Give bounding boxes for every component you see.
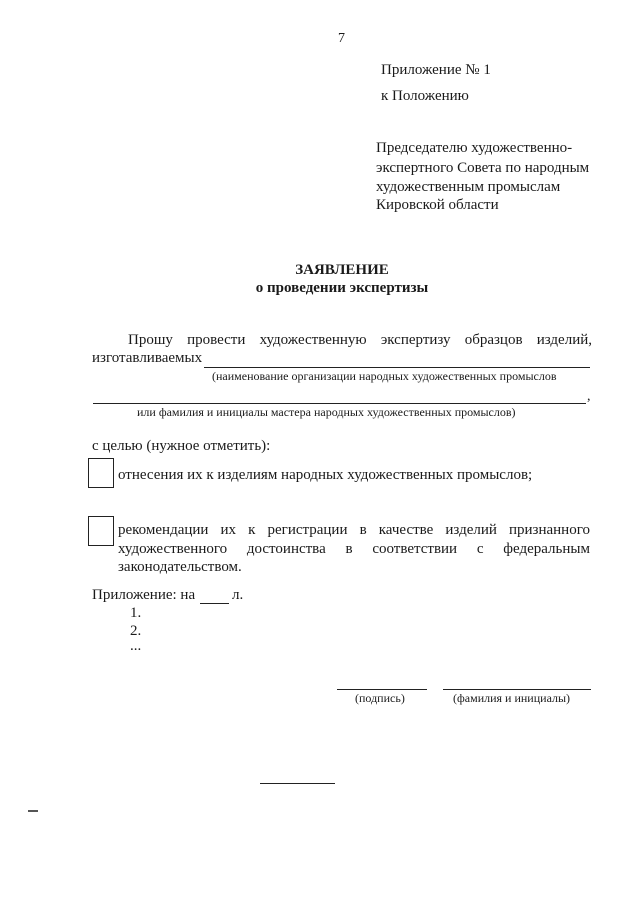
- attachment-label: Приложение: на: [92, 587, 196, 603]
- appendix-number: Приложение № 1: [381, 62, 491, 78]
- organization-hint: (наименование организации народных художественных промыслов: [212, 369, 557, 383]
- scan-mark: [28, 810, 38, 812]
- option-word: достоинства: [246, 541, 326, 557]
- option-word: соответствии: [372, 541, 458, 557]
- option-word: в: [359, 522, 367, 538]
- end-separator: [260, 783, 335, 784]
- organization-fill-line[interactable]: [204, 367, 590, 368]
- signature-hint: (подпись): [355, 691, 405, 705]
- request-word: Прошу: [128, 332, 173, 348]
- option-word: рекомендации: [118, 522, 209, 538]
- option-checkbox[interactable]: [88, 458, 114, 488]
- addressee-line: Председателю художественно-: [376, 140, 573, 156]
- option-word: качестве: [378, 522, 434, 538]
- master-fill-line[interactable]: [93, 403, 586, 404]
- line-comma: ,: [587, 389, 591, 404]
- option-checkbox[interactable]: [88, 516, 114, 546]
- request-word: экспертизу: [380, 332, 451, 348]
- option-word: федеральным: [503, 541, 590, 557]
- option-word: к: [248, 522, 256, 538]
- option-word: художественного: [118, 541, 228, 557]
- addressee-line: экспертного Совета по народным: [376, 160, 590, 176]
- option-word: с: [476, 541, 484, 557]
- option-word: признанного: [508, 522, 590, 538]
- signature-line[interactable]: [337, 689, 427, 690]
- request-line: [128, 332, 592, 349]
- option-label: законодательством.: [118, 559, 242, 575]
- name-line[interactable]: [443, 689, 591, 690]
- appendix-regulation: к Положению: [381, 88, 469, 104]
- option-word: их: [220, 522, 237, 538]
- addressee-line: художественным промыслам: [376, 179, 561, 195]
- option-word: изделий: [445, 522, 497, 538]
- document-subtitle: о проведении экспертизы: [255, 280, 429, 296]
- request-word: провести: [187, 332, 246, 348]
- made-by-label: изготавливаемых: [92, 350, 203, 366]
- addressee-line: Кировской области: [376, 197, 499, 213]
- request-word: художественную: [259, 332, 367, 348]
- option-word: в: [345, 541, 353, 557]
- option-label: [118, 541, 590, 558]
- master-hint: или фамилия и инициалы мастера народных художественных промыслов): [137, 405, 516, 419]
- attachment-item: 2.: [130, 623, 142, 639]
- document-title: ЗАЯВЛЕНИЕ: [295, 262, 389, 278]
- attachment-item: ...: [130, 638, 142, 654]
- option-word: регистрации: [267, 522, 348, 538]
- purpose-label: с целью (нужное отметить):: [92, 438, 271, 454]
- option-label: [118, 522, 590, 539]
- request-word: изделий,: [536, 332, 592, 348]
- request-word: образцов: [464, 332, 523, 348]
- option-label: отнесения их к изделиям народных художественных промыслов;: [118, 467, 533, 483]
- page-number: 7: [338, 31, 345, 46]
- attachment-item: 1.: [130, 605, 142, 621]
- sheet-count-line[interactable]: [200, 603, 229, 604]
- name-hint: (фамилия и инициалы): [453, 691, 571, 705]
- attachment-suffix: л.: [232, 587, 244, 603]
